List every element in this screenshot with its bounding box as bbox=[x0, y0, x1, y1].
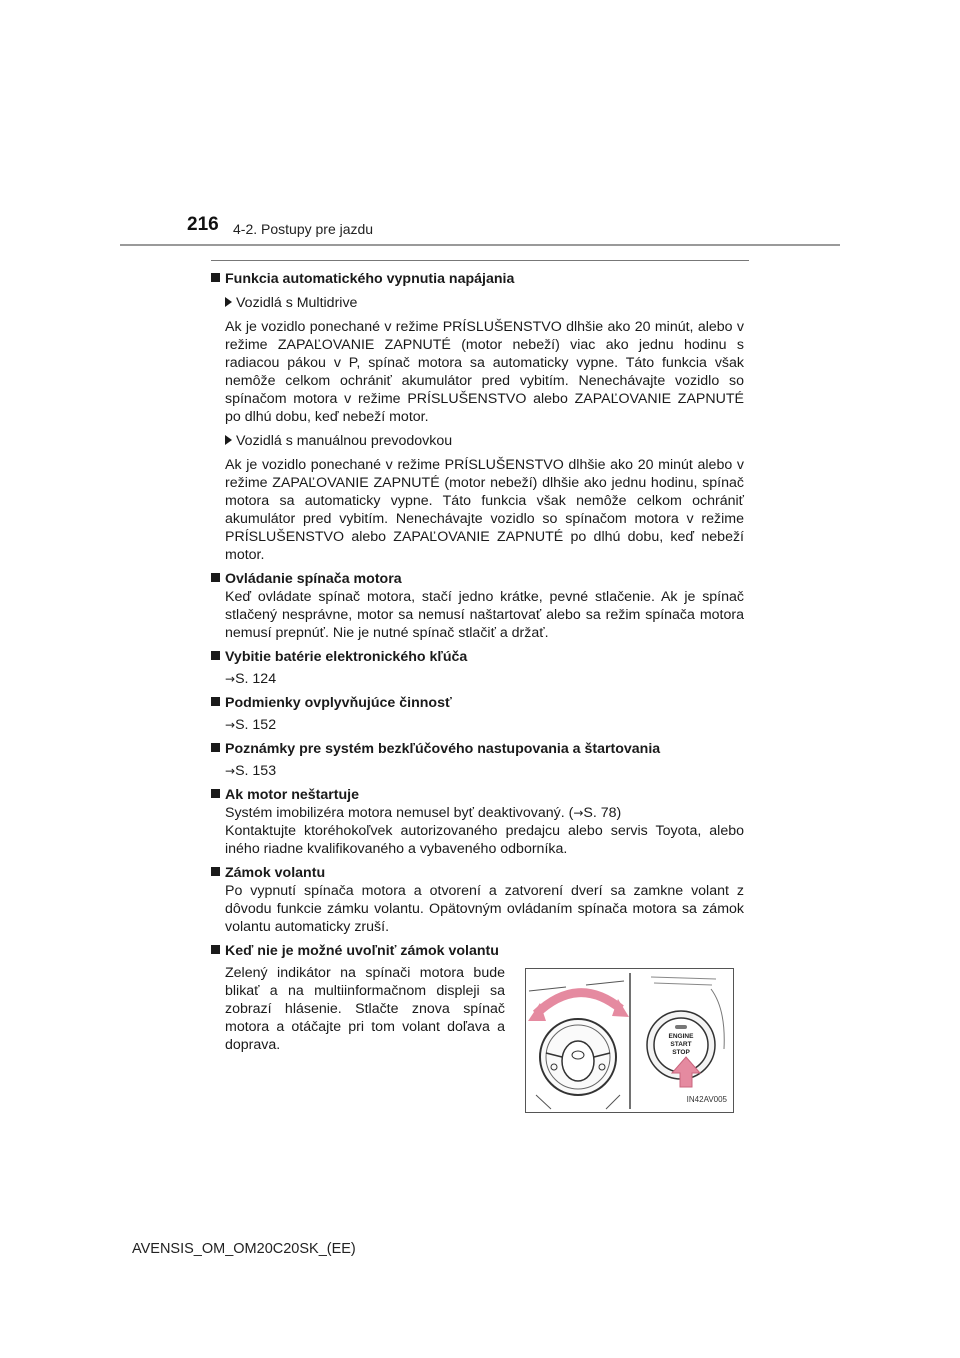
section-heading: Ak motor neštartuje bbox=[211, 786, 744, 804]
button-label-stop: STOP bbox=[672, 1049, 690, 1056]
square-bullet-icon bbox=[211, 945, 220, 954]
chapter-title: 4-2. Postupy pre jazdu bbox=[233, 221, 374, 237]
page-number: 216 bbox=[187, 214, 219, 235]
paragraph: Kontaktujte ktoréhokoľvek autorizovaného predajcu alebo servis Toyota, alebo iného riadne kvalifikovaného a vybaveného odborníka. bbox=[225, 823, 744, 857]
illustrated-section bbox=[211, 964, 744, 1114]
button-label-start: START bbox=[670, 1041, 692, 1048]
sub-heading: Vozidlá s manuálnou prevodovkou bbox=[211, 432, 744, 450]
section-heading: Poznámky pre systém bezkľúčového nastupovania a štartovania bbox=[211, 740, 744, 758]
right-arrow-icon: → bbox=[573, 806, 584, 820]
paragraph: Keď ovládate spínač motora, stačí jedno krátke, pevné stlačenie. Ak je spínač stlačený nesprávne, motor sa nemusí naštartovať alebo sa režim spínača motora nemusí prepnúť. Nie je nutné spínač stlačiť a držať. bbox=[225, 589, 744, 641]
paragraph: Zelený indikátor na spínači motora bude blikať a na multiinformačnom displeji sa zobrazí hlásenie. Stlačte znova spínač motora a otáčajte pri tom volant doľava a doprava. bbox=[225, 965, 505, 1053]
right-arrow-icon: → bbox=[225, 764, 236, 778]
paragraph: Ak je vozidlo ponechané v režime PRÍSLUŠENSTVO dlhšie ako 20 minút alebo v režime ZAPAĽOVANIE ZAPNUTÉ (motor nebeží) dlhšie ako jednu hodinu, spínač motora sa automaticky vypne. Táto funkcia však nemôže celkom ochrániť akumulátor pred vybitím. Nenechávajte vozidlo so spínačom motora v režime PRÍSLUŠENSTVO alebo ZAPAĽOVANIE ZAPNUTÉ po dlhú dobu, keď nebeží motor. bbox=[225, 457, 744, 563]
section-heading: Funkcia automatického vypnutia napájania bbox=[211, 270, 744, 288]
section-heading: Vybitie batérie elektronického kľúča bbox=[211, 648, 744, 666]
section-heading: Zámok volantu bbox=[211, 864, 744, 882]
figure-code: IN42AV005 bbox=[686, 1095, 727, 1104]
right-arrow-icon: → bbox=[225, 718, 236, 732]
section-heading: Ovládanie spínača motora bbox=[211, 570, 744, 588]
square-bullet-icon bbox=[211, 697, 220, 706]
square-bullet-icon bbox=[211, 651, 220, 660]
button-label-engine: ENGINE bbox=[668, 1033, 694, 1040]
paragraph: Ak je vozidlo ponechané v režime PRÍSLUŠENSTVO dlhšie ako 20 minút, alebo v režime ZAPAĽOVANIE ZAPNUTÉ (motor nebeží) viac ako jednu hodinu s radiacou pákou v P, spínač motora sa automaticky vypne. Táto funkcia však nemôže celkom ochrániť akumulátor pred vybitím. Nenechávajte vozidlo so spínačom motora v režime PRÍSLUŠENSTVO alebo ZAPAĽOVANIE ZAPNUTÉ po dlhú dobu, keď nebeží motor. bbox=[225, 319, 744, 425]
page-reference[interactable]: S. 78) bbox=[583, 805, 622, 821]
triangle-bullet-icon bbox=[225, 297, 232, 307]
document-id: AVENSIS_OM_OM20C20SK_(EE) bbox=[132, 1241, 356, 1257]
section-divider bbox=[211, 260, 749, 261]
paragraph: Systém imobilizéra motora nemusel byť deaktivovaný. (→S. 78) bbox=[225, 805, 622, 821]
section-heading: Podmienky ovplyvňujúce činnosť bbox=[211, 694, 744, 712]
square-bullet-icon bbox=[211, 743, 220, 752]
page-reference[interactable]: →S. 152 bbox=[225, 717, 277, 733]
section-heading: Keď nie je možné uvoľniť zámok volantu bbox=[211, 942, 744, 960]
steering-illustration bbox=[525, 968, 734, 1113]
header-divider bbox=[120, 244, 840, 246]
paragraph: Po vypnutí spínača motora a otvorení a zatvorení dverí sa zamkne volant z dôvodu funkcie zámku volantu. Opätovným ovládaním spínača motora sa zámok volantu automaticky zruší. bbox=[225, 883, 744, 935]
square-bullet-icon bbox=[211, 573, 220, 582]
square-bullet-icon bbox=[211, 789, 220, 798]
right-arrow-icon: → bbox=[225, 672, 236, 686]
page-reference[interactable]: →S. 153 bbox=[225, 763, 277, 779]
main-content bbox=[211, 264, 744, 1114]
square-bullet-icon bbox=[211, 867, 220, 876]
page-reference[interactable]: →S. 124 bbox=[225, 671, 277, 687]
sub-heading: Vozidlá s Multidrive bbox=[211, 294, 744, 312]
triangle-bullet-icon bbox=[225, 435, 232, 445]
square-bullet-icon bbox=[211, 273, 220, 282]
